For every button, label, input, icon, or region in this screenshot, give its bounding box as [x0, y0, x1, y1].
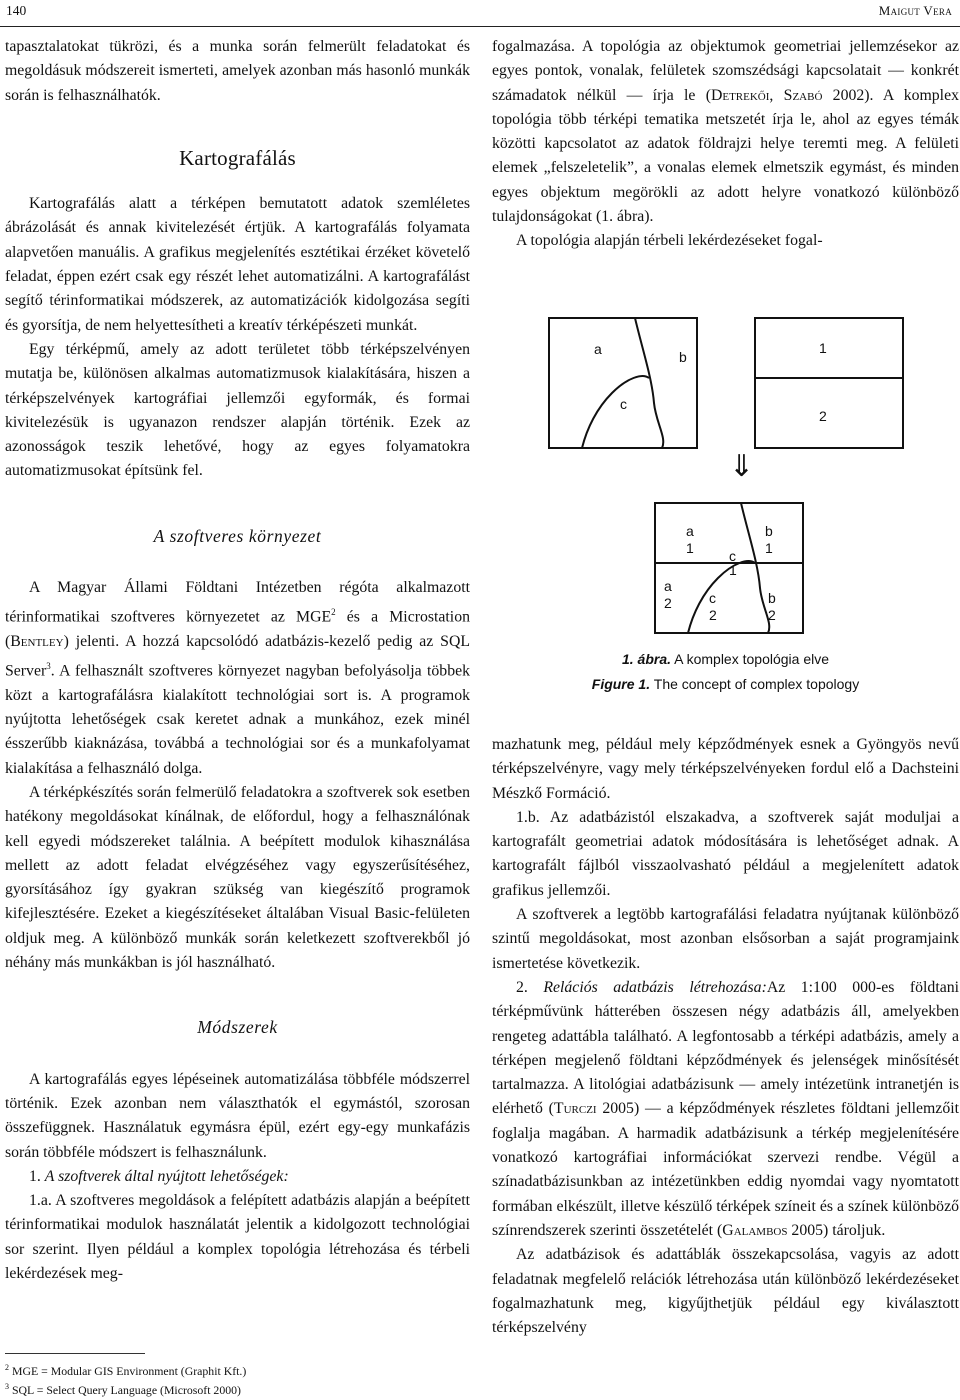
left-column: [5, 35, 470, 1286]
footnote-2: $^2$ MGE = Modular GIS Environment (Graphit Kft.): [5, 1363, 247, 1378]
modszerek-paragraph-1: A kartografálás egyes lépéseinek automatizálása többféle módszerrel történik. Ezek azonban nem választhatók el egymástól, szorosan összefüggnek. Használatuk egymásra épül, ezért egy-egy munkafázis során többféle módszert is felhasználunk.: [5, 1070, 470, 1161]
result-label-a1-l1: a: [686, 523, 694, 539]
boundary-a-b: [635, 318, 663, 448]
page-number: 140: [6, 3, 27, 18]
right-column-top: [492, 35, 959, 254]
footnotes: [5, 1360, 470, 1398]
item-1b-paragraph: 1.b. Az adatbázistól elszakadva, a szoftverek saját moduljai a kartografált geometriai adatok módosítására is lehetőséget adnak. A kartografált fájlból visszaolvasható például a megjelenített adatok grafikus jellemzői.: [492, 808, 959, 899]
footnote-3: $^3$ SQL = Select Query Language (Microsoft 2000): [5, 1381, 241, 1397]
result-boundary-a-c: [688, 561, 755, 633]
topology-paragraph: fogalmazása. A topológia az objektumok geometriai jellemzésekor az egyes pontok, vonalak, felületek szomszédsági kapcsolatait — konkrét számadatok nélkül — írja le (Detrekői, Szabó 2002). A komplex topológia több térképi tematika metszetét írja le, ahol az egyes témák közötti kapcsolatot az adatok földrajzi helye teremti meg. A felületi elemek „felszeletelik”, a vonalas elemek elmetszik egymást, és minden egyes objektum megörökli az adott helyre vonatkozó különböző tulajdonságokat (1. ábra).: [492, 38, 959, 226]
result-label-a2-l1: a: [664, 578, 672, 594]
label-c: c: [620, 396, 627, 412]
result-label-c1-l1: c: [729, 548, 736, 564]
figure-caption-en: Figure 1. The concept of complex topology: [591, 676, 860, 692]
item-2-paragraph: 2. Relációs adatbázis létrehozása:Az 1:100 000-es földtani térképművünk hátterében összesen négy adatbázis áll, amelyekben rengeteg adattábla található. A legfontosabb a térképi adatbázis, amely a térképen megjelenő földtani képződmények és jelenségek minősítését tartalmazza. A litológiai adatbázisunk — amely intézetünk intranetjén is elérhető (Turczi 2005) — a képződmények részletes földtani jellemzőit foglalja magában. A harmadik adatbázisunk a térkép megjelenítésére vonatkozó kartográfiai információkat szervezi rendbe. Végül a színadatbázisunkban az intézetünkben eddig nyomdai vagy nyomtatott formában elkészült, illetve készülő térképek színeit és a színek különböző színrendszerek szerinti összetételét (Galambos 2005) tároljuk.: [492, 978, 960, 1239]
label-b: b: [679, 349, 687, 365]
result-label-a1-l2: 1: [686, 540, 694, 556]
database-link-paragraph: Az adatbázisok és adattáblák összekapcsolása, vagyis az adott feladatnak megfelelő relációk létrehozása után különböző lekérdezéseket fogalmazhatunk meg, kigyűjthetjük például egy kiválasztott térképszelvény: [492, 1246, 959, 1337]
modszerek-item-1: 1. A szoftverek által nyújtott lehetőségek:: [29, 1167, 289, 1185]
section-heading-modszerek: Módszerek: [197, 1017, 278, 1038]
result-label-c2-l2: 2: [709, 607, 717, 623]
topology-diagram: [492, 278, 959, 648]
result-label-b2-l2: 2: [768, 607, 776, 623]
label-1: 1: [819, 340, 827, 356]
result-label-c1-l2: 1: [729, 562, 737, 578]
szoftveres-paragraph-1: A Magyar Állami Földtani Intézetben régóta alkalmazott térinformatikai szoftveres környezetet az MGE$^2$ és a Microstation (Bentley) jelenti. A hozzá kapcsolódó adatbázis-kezelő pedig az SQL Server$^3$. A felhasznált szoftveres környezet nagyban befolyásolja többek közt a kartografálásra kialakított technológiai sort is. A programok nyújtotta lehetőségek csak keretet adnak a munkához, ezek minél ésszerűbb kiaknázása, továbbá a technológiai sor és a munkafolyamat kialakítása a felhasználó dolga.: [5, 579, 470, 777]
figure-caption-hu: 1. ábra. A komplex topológia elve: [621, 651, 830, 667]
kartografalas-paragraph-2: Egy térképmű, amely az adott területet több térképszelvényen mutatja be, különösen alkalmas automatizmusok kialakítására, hiszen a térképszelvények kartográfiai jellemzői egyformák, és formai kivitelezésük is ugyanazon rendszer alapján történik. Ezek az azonosságok teszik lehetővé, hogy az egyes folyamatokra automatizmusokat építsünk fel.: [5, 340, 470, 480]
intro-paragraph: tapasztalatokat tükrözi, és a munka során felmerült feladatokat és megoldásuk módszereit ismerteti, amelyek azonban más hasonló munkák során is felhasználhatók.: [5, 38, 470, 104]
result-label-b1-l1: b: [765, 523, 773, 539]
running-head: [0, 0, 960, 27]
section-heading-kartografalas: Kartografálás: [179, 145, 296, 170]
software-solutions-paragraph: A szoftverek a legtöbb kartografálási feladatra nyújtanak különböző szintű megoldásokat, most azonban elsősorban a saját programjaink ismertetése következik.: [492, 906, 959, 972]
kartografalas-paragraph-1: Kartografálás alatt a térképen bemutatott adatok szemléletes ábrázolását és annak kivitelezését értjük. A kartografálás folyamata alapvetően manuális. A grafikus megjelenítés esztétikai érzéket követelő feladat, éppen ezért csak egy részét lehet automatizálni. A kartografálást segítő térinformatikai módszerek, az automatizációk kidolgozása segíti és gyorsítja, de nem helyettesítheti a kreatív térképészeti munkát.: [5, 195, 470, 334]
footnote-rule: [5, 1353, 145, 1354]
modszerek-paragraph-2: 1.a. A szoftveres megoldások a felépített adatbázis alapján a beépített térinformatikai modulok használatát jelentik a kidolgozott technológiai sor szerint. Ilyen például a komplex topológia létrehozása és térbeli lekérdezések meg-: [5, 1192, 470, 1282]
result-label-b2-l1: b: [768, 590, 776, 606]
running-author: Maigut Vera: [878, 3, 952, 18]
label-a: a: [594, 341, 602, 357]
top-right-polygon-box: [755, 318, 903, 448]
query-paragraph: mazhatunk meg, például mely képződmények esnek a Gyöngyös nevű térképszelvényre, vagy mely térképszelvényeken fordul elő a Dachsteini Mészkő Formáció.: [492, 736, 959, 802]
szoftveres-paragraph-2: A térképkészítés során felmerülő feladatokra a szoftverek sok esetben hatékony megoldásokat kínálnak, de előfordul, hogy a felhasználónak kell egyedi módszereket találnia. A beépített modulok kihasználása mellett az adott feladat elvégzéséhez vagy egyszerűsítéséhez, gyorsításához így gyakran szükség van kiegészítő programok kifejlesztésére. Ezeket a kiegészítéseket általában Visual Basic-felületen oldjuk meg. A különböző munkák során keletkezett szoftverekből jó néhány más munkákban is jól használható.: [5, 783, 470, 972]
down-arrow-icon: ⇓: [729, 450, 755, 483]
result-label-b1-l2: 1: [765, 540, 773, 556]
result-label-c2-l1: c: [709, 590, 716, 606]
topology-paragraph-2: A topológia alapján térbeli lekérdezéseket fogal-: [516, 232, 823, 250]
section-heading-szoftveres: A szoftveres környezet: [153, 525, 322, 546]
label-2: 2: [819, 408, 827, 424]
boundary-a-c: [582, 376, 649, 448]
result-label-a2-l2: 2: [664, 595, 672, 611]
right-column-bottom: [492, 733, 959, 1340]
